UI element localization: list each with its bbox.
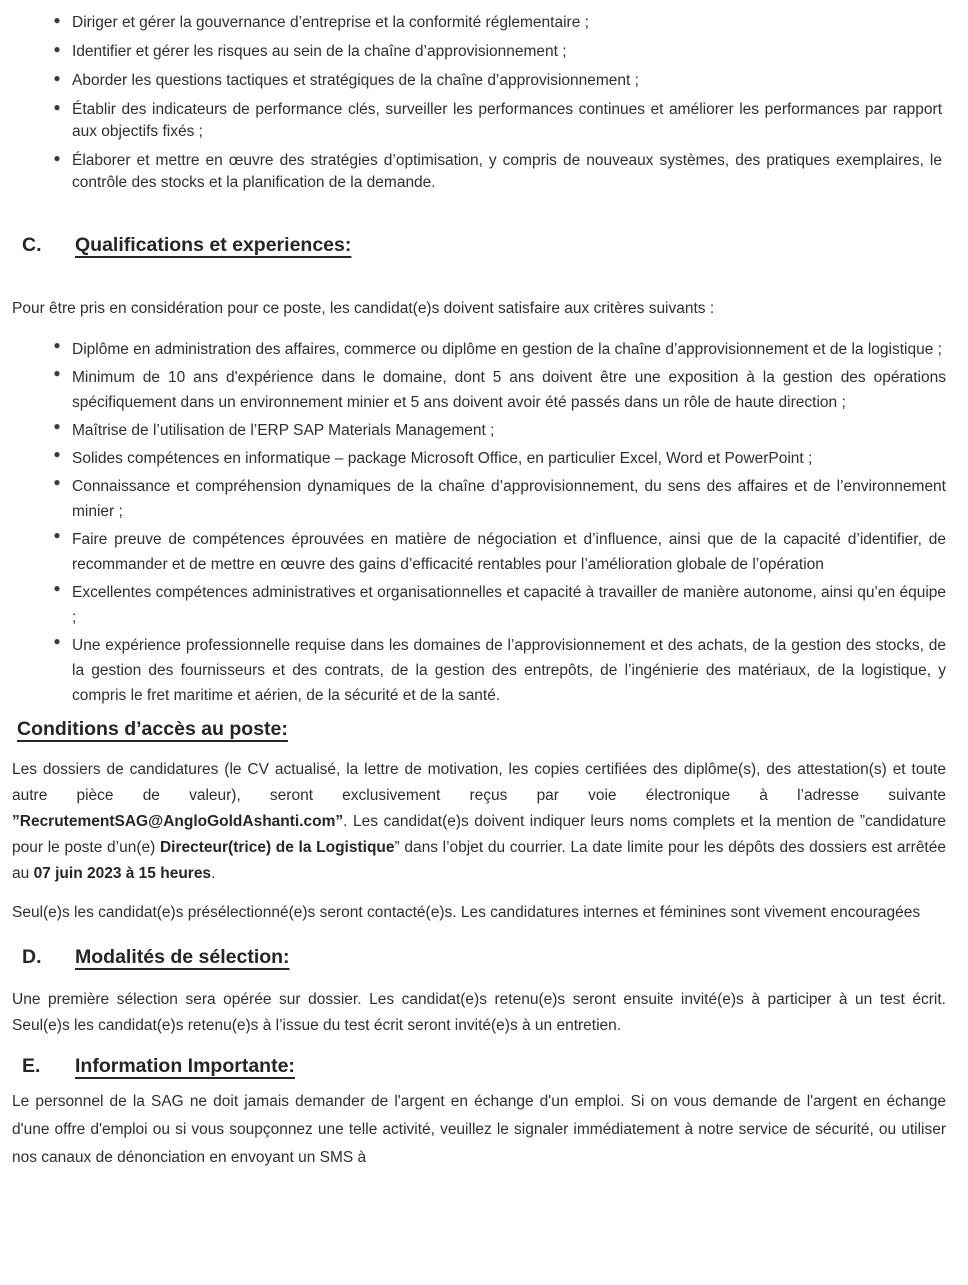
bullet-text: Aborder les questions tactiques et stratégiques de la chaîne d’approvisionnement ;	[72, 72, 639, 89]
bullet-text: Minimum de 10 ans d'expérience dans le domaine, dont 5 ans doivent être une exposition à la gestion des opérations spécifiquement dans un environnement minier et 5 ans doivent avoir été passés dans un rôle de haute direction ;	[72, 369, 946, 411]
bullet-icon: ●	[53, 634, 61, 648]
section-letter: D.	[22, 946, 42, 968]
list-item	[42, 580, 948, 630]
bullet-icon: ●	[53, 42, 61, 56]
conditions-heading	[12, 718, 948, 741]
section-c-heading	[12, 234, 948, 257]
bullet-icon: ●	[53, 475, 61, 489]
bullet-icon: ●	[53, 366, 61, 380]
section-letter: E.	[22, 1055, 41, 1077]
text-segment: Les dossiers de candidatures (le CV actualisé, la lettre de motivation, les copies certifiées des diplôme(s), des attestation(s) et toute autre pièce de valeur), seront exclusivement reçus par voie électronique à l’adresse suivante	[12, 761, 946, 804]
bullet-text: Diplôme en administration des affaires, commerce ou diplôme en gestion de la chaîne d’approvisionnement et de la logistique ;	[72, 341, 942, 358]
bullet-icon: ●	[53, 151, 61, 165]
section-title: Qualifications et experiences:	[75, 234, 352, 256]
text-segment: .	[211, 865, 216, 882]
bullet-icon: ●	[53, 338, 61, 352]
list-item	[42, 70, 948, 92]
bullet-icon: ●	[53, 13, 61, 27]
section-title: Information Importante:	[75, 1055, 295, 1077]
list-item	[42, 418, 948, 443]
bullet-text: Une expérience professionnelle requise dans les domaines de l’approvisionnement et des achats, de la gestion des stocks, de la gestion des fournisseurs et des contrats, de la gestion des entrepôts, de l’ingénierie des matériaux, de la logistique, y compris le fret maritime et aérien, de la sécurité et de la santé.	[72, 637, 946, 704]
bullet-text: Solides compétences en informatique – package Microsoft Office, en particulier Excel, Word et PowerPoint ;	[72, 450, 813, 467]
bullet-text: Faire preuve de compétences éprouvées en matière de négociation et d’influence, ainsi que de la capacité d’identifier, de recommander et de mettre en œuvre des gains d’efficacité rentables pour l’amélioration globale de l’opération	[72, 531, 946, 573]
responsibilities-list	[42, 12, 948, 194]
section-letter: C.	[22, 234, 42, 256]
shortlist-paragraph: Seul(e)s les candidat(e)s présélectionné(e)s seront contacté(e)s. Les candidatures internes et féminines sont vivement encouragées	[12, 904, 921, 921]
list-item	[42, 99, 948, 143]
important-info-paragraph: Le personnel de la SAG ne doit jamais demander de l'argent en échange d'un emploi. Si on vous demande de l'argent en échange d'une offre d'emploi ou si vous soupçonnez une telle activité, veuillez le signaler immédiatement à notre service de sécurité, ou utiliser nos canaux de dénonciation en envoyant un SMS à	[12, 1093, 946, 1166]
bullet-text: Identifier et gérer les risques au sein de la chaîne d’approvisionnement ;	[72, 43, 567, 60]
list-item	[42, 337, 948, 362]
bullet-text: Maîtrise de l’utilisation de l’ERP SAP Materials Management ;	[72, 422, 495, 439]
bold-text-segment: ”RecrutementSAG@AngloGoldAshanti.com”	[12, 813, 344, 830]
bullet-icon: ●	[53, 528, 61, 542]
list-item	[42, 446, 948, 471]
text-segment: . Les candidat(e)s doivent indiquer leurs noms complets et la mention de ”candidature pour le poste d’un(e)	[12, 813, 946, 856]
selection-paragraph: Une première sélection sera opérée sur dossier. Les candidat(e)s retenu(e)s seront ensuite invité(e)s à participer à un test écrit. Seul(e)s les candidat(e)s retenu(e)s à l’issue du test écrit seront invité(e)s à un entretien.	[12, 991, 946, 1034]
bold-text-segment: 07 juin 2023 à 15 heures	[33, 865, 212, 882]
conditions-paragraph	[12, 757, 948, 887]
text-segment: ” dans l’objet du courrier. La date limite pour les dépôts des dossiers est arrêtée au	[12, 839, 946, 882]
bullet-icon: ●	[53, 71, 61, 85]
list-item	[42, 474, 948, 524]
section-d-heading	[12, 946, 948, 969]
list-item	[42, 633, 948, 708]
list-item	[42, 41, 948, 63]
qualifications-intro: Pour être pris en considération pour ce poste, les candidat(e)s doivent satisfaire aux critères suivants :	[12, 300, 715, 317]
bullet-text: Établir des indicateurs de performance clés, surveiller les performances continues et améliorer les performances par rapport aux objectifs fixés ;	[72, 101, 942, 140]
bullet-icon: ●	[53, 581, 61, 595]
bullet-icon: ●	[53, 447, 61, 461]
list-item	[42, 150, 948, 194]
bullet-text: Élaborer et mettre en œuvre des stratégies d’optimisation, y compris de nouveaux systèmes, des pratiques exemplaires, le contrôle des stocks et la planification de la demande.	[72, 152, 942, 191]
section-title: Modalités de sélection:	[75, 946, 290, 968]
bullet-icon: ●	[53, 100, 61, 114]
bullet-icon: ●	[53, 419, 61, 433]
bullet-text: Diriger et gérer la gouvernance d’entreprise et la conformité réglementaire ;	[72, 14, 589, 31]
list-item	[42, 12, 948, 34]
bullet-text: Excellentes compétences administratives et organisationnelles et capacité à travailler de manière autonome, ainsi qu’en équipe ;	[72, 584, 946, 626]
conditions-heading-text: Conditions d’accès au poste:	[17, 718, 288, 740]
bold-text-segment: Directeur(trice) de la Logistique	[159, 839, 395, 856]
list-item	[42, 527, 948, 577]
qualifications-list	[42, 337, 948, 708]
section-e-heading	[12, 1055, 948, 1078]
list-item	[42, 365, 948, 415]
bullet-text: Connaissance et compréhension dynamiques de la chaîne d’approvisionnement, du sens des affaires et de l’environnement minier ;	[72, 478, 946, 520]
